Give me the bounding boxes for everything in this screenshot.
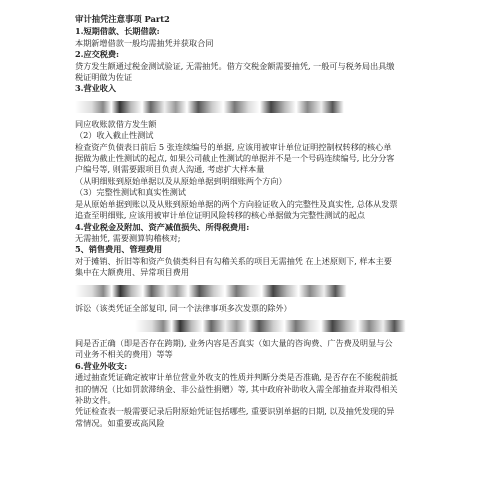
- section-heading: 4.营业税金及附加、资产减值损失、所得税费用:: [75, 221, 250, 232]
- paragraph-line: 补助文件。: [75, 394, 116, 405]
- paragraph-line: 诉讼（该类凭证全部复印, 同一个法律事项多次发票的除外）: [75, 302, 292, 313]
- paragraph-line: 户编号等, 则需要跟项目负责人沟通, 考虑扩大样本量: [75, 164, 265, 175]
- paragraph-line: 司业务不相关的费用）等等: [75, 349, 173, 360]
- section-heading: 1.短期借款、长期借款:: [75, 26, 160, 37]
- paragraph-line: 对于摊销、折旧等和资产负债类科目有勾稽关系的项目无需抽凭 在上述原则下, 样本主要: [75, 255, 392, 266]
- paragraph-line: 据做为截止性测试的起点, 如果公司截止性测试的单据并不是一个号码连续编号, 比分分客: [75, 153, 395, 164]
- paragraph-line: 通过抽查凭证确定被审计单位营业外收支的性质并判断分类是否准确, 是否存在不能税前抵: [75, 372, 398, 383]
- page-title: 审计抽凭注意事项 Part2: [75, 14, 170, 24]
- section-heading: 3.营业收入: [75, 83, 116, 94]
- paragraph-line: （从明细账到原始单据以及从原始单据到明细账两个方向）: [75, 175, 287, 186]
- section-heading: 5、销售费用、管理费用: [75, 244, 163, 255]
- section-heading: 6.营业外收支:: [75, 360, 128, 371]
- paragraph-line: 同应收账款借方发生额: [75, 118, 157, 129]
- paragraph-line: 扣的情况（比如罚款滞纳金、非公益性捐赠）等, 其中政府补助收入需全部抽查并取得相关: [75, 383, 398, 394]
- paragraph-line: 本期新增借款一般均需抽凭并获取合同: [75, 37, 214, 48]
- paragraph-line: （2）收入截止性测试: [75, 130, 154, 141]
- paragraph-line: 检查资产负债表日前后 5 张连续编号的单据, 应该用被审计单位证明控制权转移的核心单: [75, 141, 392, 152]
- paragraph-line: 凭证检查表一般需要记录后附原始凭证包括哪些, 重要识别单据的日期, 以及抽凭发现的异: [75, 406, 395, 417]
- paragraph-line: 贷方发生额通过税金测试验证, 无需抽凭。借方交税金额需要抽凭, 一般可与税务局出具缴: [75, 60, 395, 71]
- paragraph-line: 税证明做为佐证: [75, 72, 132, 83]
- paragraph-line: （3）完整性测试和真实性测试: [75, 187, 186, 198]
- redacted-strip: [75, 281, 358, 301]
- paragraph-line: 追查至明细账, 应该用被审计单位证明风险转移的核心单据做为完整性测试的起点: [75, 210, 365, 221]
- paragraph-line: 是从原始单据到账以及从账到原始单据的两个方向验证收入的完整性及真实性, 总体从发票: [75, 198, 398, 209]
- paragraph-line: 间是否正确（即是否存在跨期), 业务内容是否真实（如大量的咨询费、广告费及明显与公: [75, 337, 393, 348]
- paragraph-line: 常情况。如重要或高风险: [75, 417, 165, 428]
- section-heading: 2.应交税费:: [75, 49, 119, 60]
- redacted-strip: [135, 316, 417, 336]
- paragraph-line: 无需抽凭, 需要测算钩稽核对;: [75, 232, 181, 243]
- paragraph-line: 集中在大额费用、异常项目费用: [75, 267, 189, 278]
- redacted-strip: [75, 97, 355, 117]
